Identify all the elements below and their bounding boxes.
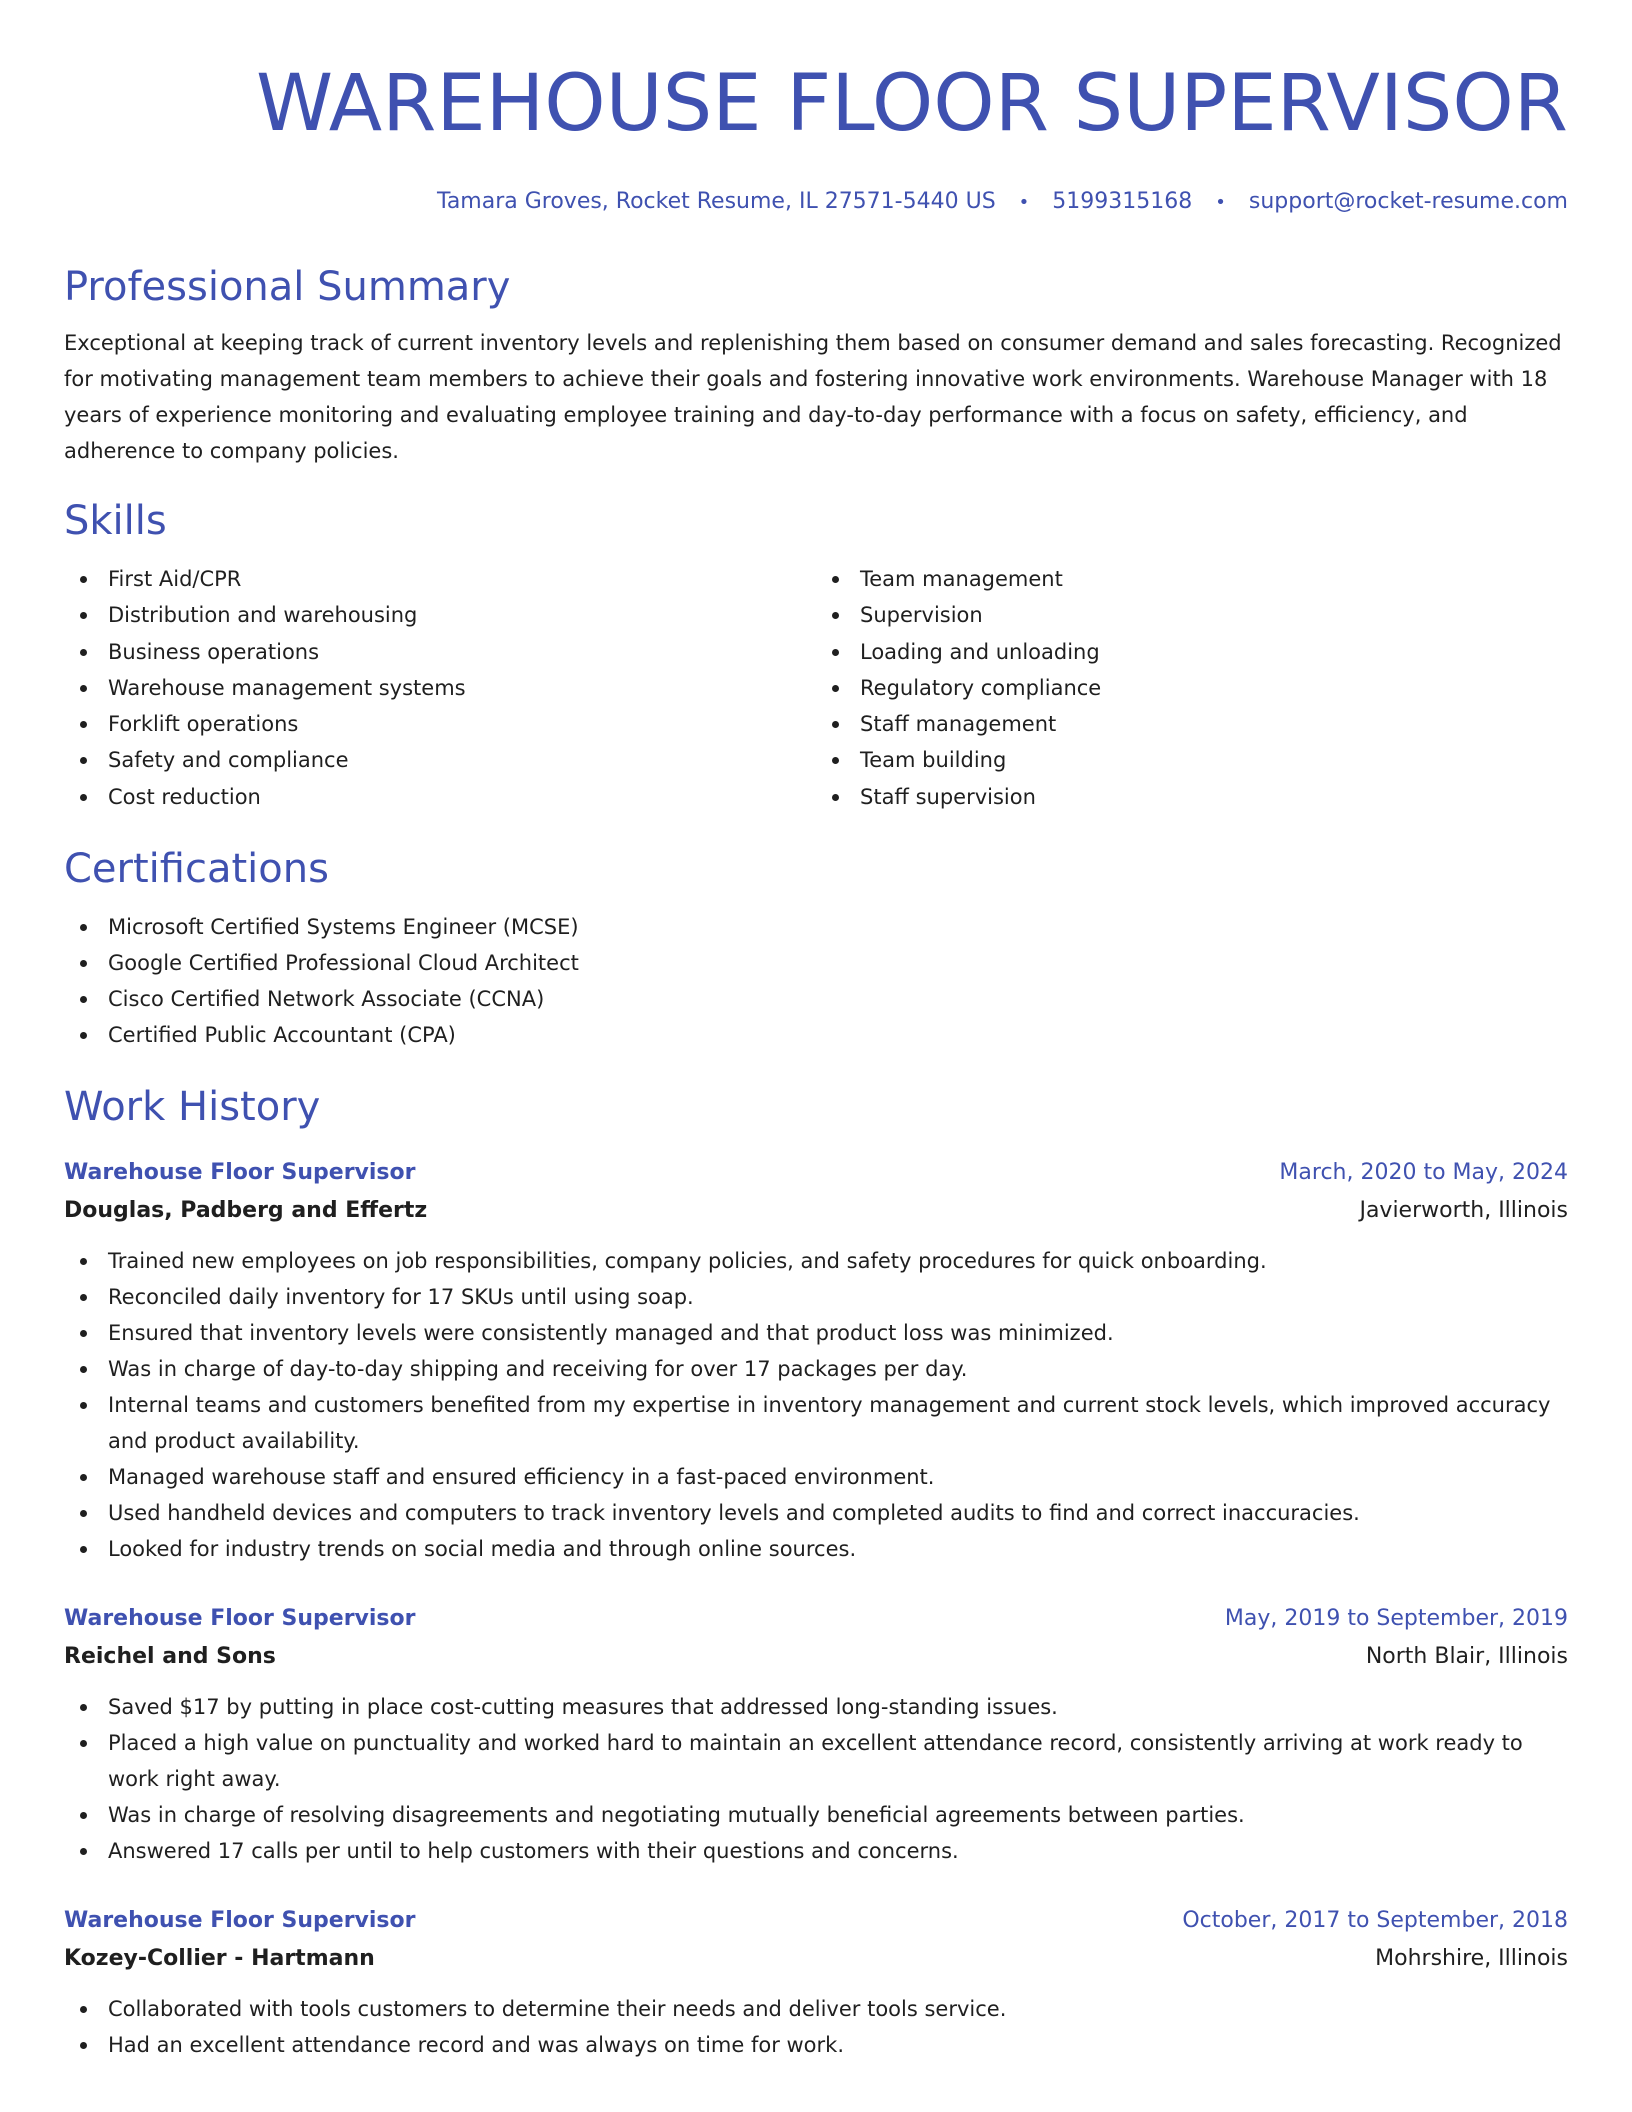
contact-address: Tamara Groves, Rocket Resume, IL 27571-5440 US <box>437 189 996 214</box>
skills-column-left <box>64 561 816 815</box>
certification-item: Cisco Certified Network Associate (CCNA) <box>64 981 1568 1017</box>
job-company-row <box>64 1637 1568 1677</box>
skill-item: Regulatory compliance <box>816 670 1568 706</box>
resume-title: WAREHOUSE FLOOR SUPERVISOR <box>255 59 1568 149</box>
job-company: Reichel and Sons <box>64 1644 276 1670</box>
job-entry <box>64 1601 1568 1869</box>
job-bullet: Was in charge of resolving disagreements and negotiating mutually beneficial agreements between parties. <box>64 1797 1568 1833</box>
skill-item: Team building <box>816 742 1568 778</box>
skill-item: Warehouse management systems <box>64 670 816 706</box>
skill-item: Forklift operations <box>64 706 816 742</box>
job-title: Warehouse Floor Supervisor <box>64 1908 416 1934</box>
skill-item: Safety and compliance <box>64 742 816 778</box>
job-dates: May, 2019 to September, 2019 <box>1224 1606 1568 1632</box>
contact-separator: • <box>1215 192 1226 213</box>
skill-item: Staff supervision <box>816 779 1568 815</box>
job-company-row <box>64 1191 1568 1231</box>
job-header-row <box>64 1601 1568 1637</box>
job-header-row <box>64 1903 1568 1939</box>
skill-item: First Aid/CPR <box>64 561 816 597</box>
summary-heading: Professional Summary <box>64 264 511 310</box>
job-company-row <box>64 1939 1568 1979</box>
skill-item: Staff management <box>816 706 1568 742</box>
job-bullet: Answered 17 calls per until to help customers with their questions and concerns. <box>64 1833 1568 1869</box>
job-location: Mohrshire, Illinois <box>1375 1946 1568 1972</box>
job-title: Warehouse Floor Supervisor <box>64 1606 416 1632</box>
job-entry <box>64 1903 1568 2063</box>
summary-text: Exceptional at keeping track of current inventory levels and replenishing them based on consumer demand and sales forecasting. Recognized for motivating management team members to achieve their goals and fostering innovative work environments. Warehouse Manager with 18 years of experience monitoring and evaluating employee training and day-to-day performance with a focus on safety, efficiency, and adherence to company policies. <box>64 331 1562 463</box>
job-bullet: Managed warehouse staff and ensured efficiency in a fast-paced environment. <box>64 1459 1568 1495</box>
job-header-row <box>64 1155 1568 1191</box>
skill-item: Supervision <box>816 597 1568 633</box>
job-bullet: Reconciled daily inventory for 17 SKUs until using soap. <box>64 1279 1568 1315</box>
skills-column-right <box>816 561 1568 815</box>
job-bullet: Trained new employees on job responsibilities, company policies, and safety procedures for quick onboarding. <box>64 1243 1568 1279</box>
job-bullet-list <box>64 1243 1568 1567</box>
job-bullet: Ensured that inventory levels were consistently managed and that product loss was minimized. <box>64 1315 1568 1351</box>
job-bullet: Saved $17 by putting in place cost-cutting measures that addressed long-standing issues. <box>64 1689 1568 1725</box>
skill-item: Distribution and warehousing <box>64 597 816 633</box>
skill-item: Team management <box>816 561 1568 597</box>
job-bullet: Placed a high value on punctuality and worked hard to maintain an excellent attendance record, consistently arriving at work ready to work right away. <box>64 1725 1568 1797</box>
job-bullet: Used handheld devices and computers to track inventory levels and completed audits to find and correct inaccuracies. <box>64 1495 1568 1531</box>
certification-item: Certified Public Accountant (CPA) <box>64 1017 1568 1053</box>
contact-phone: 5199315168 <box>1052 189 1193 214</box>
job-bullet: Had an excellent attendance record and was always on time for work. <box>64 2027 1568 2063</box>
job-location: Javierworth, Illinois <box>1359 1198 1568 1224</box>
job-title: Warehouse Floor Supervisor <box>64 1160 416 1186</box>
certification-item: Microsoft Certified Systems Engineer (MCSE) <box>64 909 1568 945</box>
job-bullet-list <box>64 1991 1568 2063</box>
certifications-list <box>64 909 1568 1053</box>
job-entry <box>64 1155 1568 1567</box>
job-bullet-list <box>64 1689 1568 1869</box>
job-bullet: Looked for industry trends on social media and through online sources. <box>64 1531 1568 1567</box>
contact-line <box>64 188 1568 217</box>
skills-grid <box>64 561 1568 815</box>
skills-heading: Skills <box>64 498 167 544</box>
job-dates: October, 2017 to September, 2018 <box>1182 1908 1568 1934</box>
skill-item: Business operations <box>64 634 816 670</box>
skill-item: Loading and unloading <box>816 634 1568 670</box>
job-bullet: Internal teams and customers benefited from my expertise in inventory management and current stock levels, which improved accuracy and product availability. <box>64 1387 1568 1459</box>
job-location: North Blair, Illinois <box>1365 1644 1568 1670</box>
certifications-heading: Certifications <box>64 846 329 893</box>
job-dates: March, 2020 to May, 2024 <box>1279 1160 1568 1186</box>
work-history-heading: Work History <box>64 1084 321 1131</box>
skill-item: Cost reduction <box>64 779 816 815</box>
contact-email: support@rocket-resume.com <box>1248 189 1568 214</box>
job-bullet: Was in charge of day-to-day shipping and receiving for over 17 packages per day. <box>64 1351 1568 1387</box>
certification-item: Google Certified Professional Cloud Architect <box>64 945 1568 981</box>
contact-separator: • <box>1018 192 1030 213</box>
job-bullet: Collaborated with tools customers to determine their needs and deliver tools service. <box>64 1991 1568 2027</box>
job-company: Kozey-Collier - Hartmann <box>64 1946 375 1972</box>
job-company: Douglas, Padberg and Effertz <box>64 1198 428 1224</box>
